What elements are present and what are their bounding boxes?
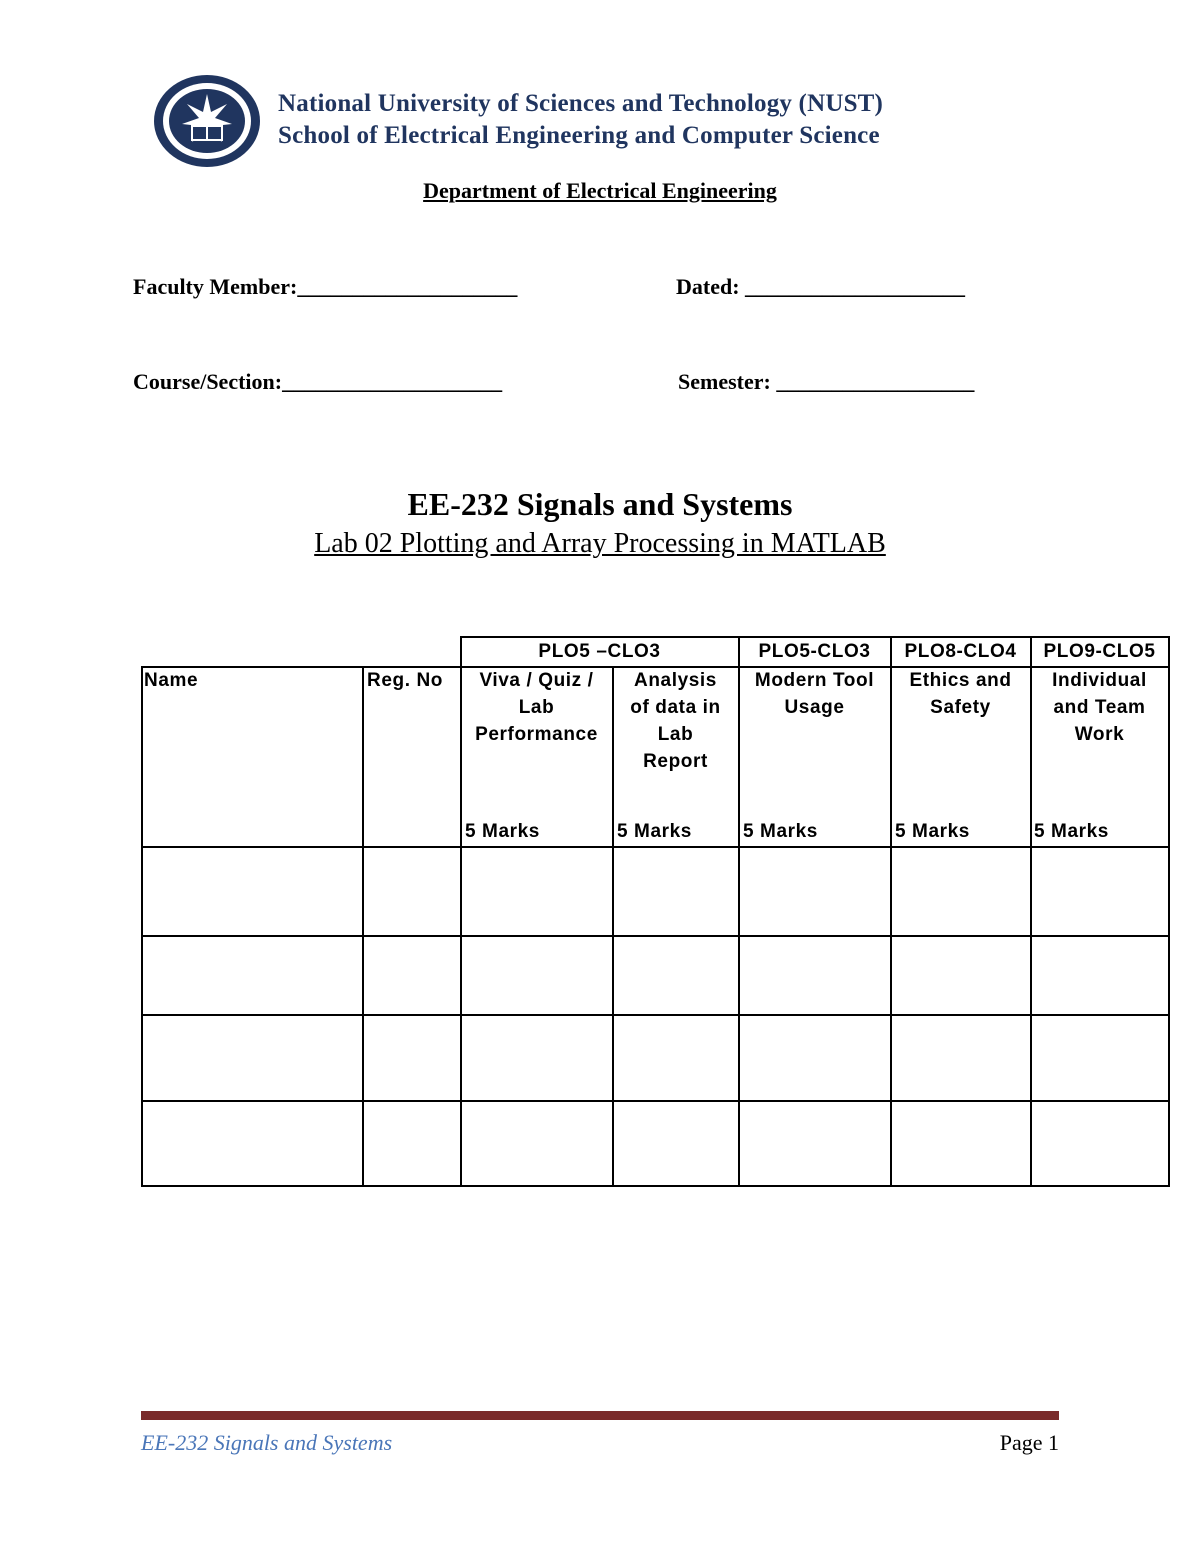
criteria-line: Usage: [784, 697, 845, 718]
criteria-line: Work: [1074, 724, 1125, 745]
marks-label: 5 Marks: [465, 821, 540, 842]
footer-page-number: Page 1: [999, 1430, 1059, 1455]
school-name: School of Electrical Engineering and Computer Science: [278, 122, 880, 149]
group-header: PLO5-CLO3: [758, 641, 871, 662]
footer-course: EE-232 Signals and Systems: [141, 1430, 393, 1455]
grading-table: [141, 636, 1170, 1188]
dated-field[interactable]: [676, 274, 965, 300]
criteria-line: Safety: [930, 697, 991, 718]
marks-label: 5 Marks: [895, 821, 970, 842]
nust-logo: [152, 74, 262, 169]
table-line: [1168, 636, 1170, 1186]
criteria-line: Analysis: [634, 670, 717, 691]
university-name: National University of Sciences and Technology (NUST): [278, 90, 884, 117]
semester-label: Semester:: [678, 369, 771, 394]
course-title: EE-232 Signals and Systems: [407, 486, 793, 522]
course-field[interactable]: [133, 369, 502, 395]
dated-label: Dated:: [676, 274, 740, 299]
footer-divider: [141, 1411, 1059, 1420]
table-row[interactable]: [141, 1101, 1168, 1185]
criteria-line: Report: [643, 751, 708, 772]
criteria-line: and Team: [1053, 697, 1146, 718]
criteria-line: Performance: [475, 724, 598, 745]
lab-title: Lab 02 Plotting and Array Processing in MATLAB: [314, 528, 886, 559]
criteria-line: Modern Tool: [754, 670, 875, 691]
table-line: [141, 1185, 1170, 1187]
course-label: Course/Section:: [133, 369, 283, 394]
semester-blank[interactable]: __________________: [776, 369, 975, 394]
criteria-line: Lab: [518, 697, 555, 718]
institution-name: [278, 88, 883, 152]
column-header-name: Name: [144, 670, 199, 691]
criteria-line: Viva / Quiz /: [479, 670, 594, 691]
column-header-reg-no: Reg. No: [367, 670, 443, 691]
criteria-line: Individual: [1052, 670, 1147, 691]
criteria-line: Lab: [657, 724, 694, 745]
semester-field[interactable]: [678, 369, 974, 395]
criteria-line: of data in: [630, 697, 721, 718]
department-title: Department of Electrical Engineering: [423, 178, 777, 203]
table-row[interactable]: [141, 1015, 1168, 1100]
group-header: PLO5 –CLO3: [538, 641, 661, 662]
table-row[interactable]: [141, 847, 1168, 935]
faculty-blank[interactable]: ____________________: [297, 274, 518, 299]
group-header: PLO9-CLO5: [1043, 641, 1156, 662]
faculty-label: Faculty Member:: [133, 274, 298, 299]
dated-blank[interactable]: ____________________: [745, 274, 966, 299]
course-blank[interactable]: ____________________: [282, 369, 503, 394]
marks-label: 5 Marks: [1034, 821, 1109, 842]
marks-label: 5 Marks: [743, 821, 818, 842]
marks-label: 5 Marks: [617, 821, 692, 842]
criteria-line: Ethics and: [909, 670, 1012, 691]
faculty-field[interactable]: [133, 274, 517, 300]
table-row[interactable]: [141, 936, 1168, 1014]
group-header: PLO8-CLO4: [904, 641, 1017, 662]
